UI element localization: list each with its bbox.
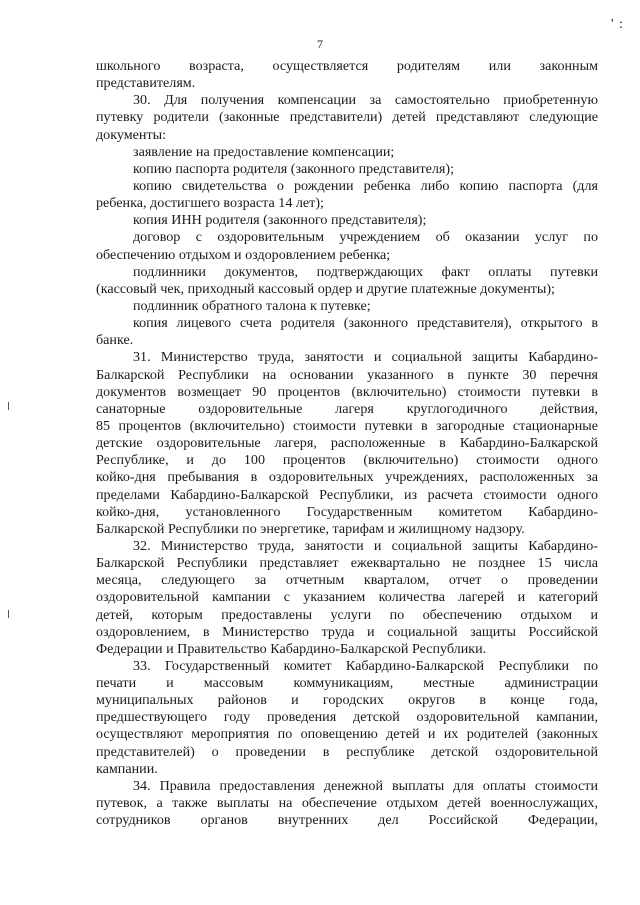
text-line: осуществляют мероприятия по оповещению детей и их родителей (законных [96, 726, 598, 743]
text-line: документов возмещает 90 процентов (включительно) стоимости путевки в [96, 383, 598, 400]
text-line: договор с оздоровительным учреждением об оказании услуг по [133, 229, 598, 246]
text-line: Балкарской Республики по энергетике, тарифам и жилищному надзору. [96, 520, 525, 537]
text-line: Федерации и Правительство Кабардино-Балкарской Республики. [96, 640, 487, 657]
document-body [96, 58, 598, 829]
text-line: подлинники документов, подтверждающих факт оплаты путевки [133, 263, 598, 280]
text-line: Балкарской Республики представляет ежеквартально не позднее 15 числа [96, 555, 598, 572]
text-line: копию паспорта родителя (законного представителя); [133, 160, 455, 177]
text-line: копия лицевого счета родителя (законного представителя), открытого в [133, 315, 598, 332]
text-line: 33. Государственный комитет Кабардино-Балкарской Республики по [133, 657, 598, 674]
text-line: путевок, а также выплаты на обеспечение отдыхом детей военнослужащих, [96, 795, 598, 812]
text-line: койко-дня, установленного Государственным комитетом Кабардино- [96, 503, 598, 520]
text-line: копию свидетельства о рождении ребенка либо копию паспорта (для [133, 177, 598, 194]
text-line: санаторные оздоровительные лагеря круглогодичного действия, [96, 400, 598, 417]
text-line: месяца, следующего за отчетным кварталом, отчет о проведении [96, 572, 598, 589]
text-line: 30. Для получения компенсации за самостоятельно приобретенную [133, 92, 598, 109]
text-line: школьного возраста, осуществляется родителям или законным [96, 58, 598, 74]
text-line: копия ИНН родителя (законного представителя); [133, 212, 427, 229]
text-line: представителей) о проведении в республике детской оздоровительной [96, 743, 598, 760]
text-line: представителям. [96, 75, 196, 92]
text-line: 34. Правила предоставления денежной выплаты для оплаты стоимости [133, 777, 598, 794]
text-line: ребенка, достигшего возраста 14 лет); [96, 195, 324, 212]
corner-mark: ' : [611, 17, 624, 32]
text-line: обеспечению отдыхом и оздоровлением ребенка; [96, 246, 391, 263]
text-line: заявление на предоставление компенсации; [133, 143, 395, 160]
text-line: кампании. [96, 760, 158, 777]
text-line: печати и массовым коммуникациям, местные администрации [96, 675, 598, 692]
text-line: Республике, и до 100 процентов (включительно) стоимости одного [96, 452, 598, 469]
text-line: путевку родители (законные представители) детей представляют следующие [96, 109, 598, 126]
margin-tick [8, 610, 9, 618]
text-line: 31. Министерство труда, занятости и социальной защиты Кабардино- [133, 349, 598, 366]
text-line: детские оздоровительные лагеря, расположенные в Кабардино-Балкарской [96, 435, 598, 452]
text-line: пределами Кабардино-Балкарской Республики, из расчета стоимости одного [96, 486, 598, 503]
text-line: сотрудников органов внутренних дел Российской Федерации, [96, 812, 598, 829]
text-line: 32. Министерство труда, занятости и социальной защиты Кабардино- [133, 537, 598, 554]
margin-tick [8, 402, 9, 410]
text-line: оздоровлением, в Министерство труда и социальной защиты Российской [96, 623, 598, 640]
text-line: предшествующего году проведения детской оздоровительной кампании, [96, 709, 598, 726]
text-line: муниципальных районов и городских округов в конце года, [96, 692, 598, 709]
text-line: документы: [96, 126, 166, 143]
text-line: детей, которым предоставлены услуги по обеспечению отдыхом и [96, 606, 598, 623]
text-line: (кассовый чек, приходный кассовый ордер и другие платежные документы); [96, 280, 555, 297]
page-number: 7 [317, 37, 323, 51]
text-line: 85 процентов (включительно) стоимости путевки в загородные стационарные [96, 417, 598, 434]
text-line: койко-дня пребывания в оздоровительных учреждениях, расположенных за [96, 469, 598, 486]
text-line: банке. [96, 332, 134, 349]
text-line: Балкарской Республики на основании указанного в пункте 30 перечня [96, 366, 598, 383]
text-line: оздоровительной кампании с указанием количества лагерей и категорий [96, 589, 598, 606]
text-line: подлинник обратного талона к путевке; [133, 297, 371, 314]
